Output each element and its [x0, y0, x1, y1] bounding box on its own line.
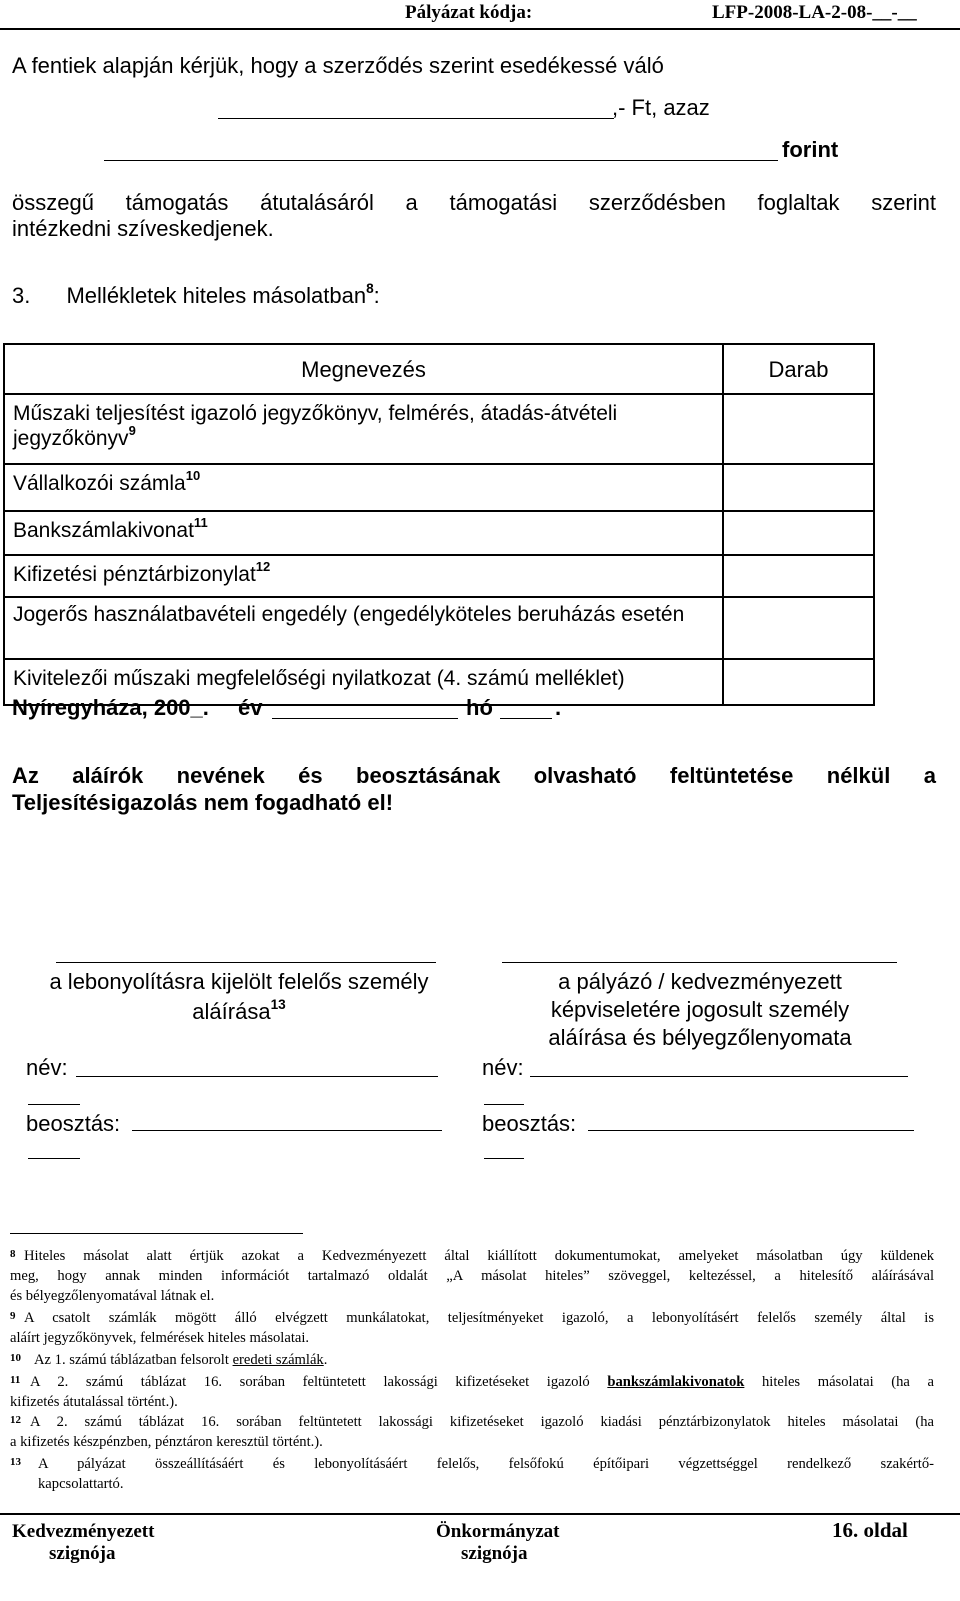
signature-right-name-label: név: [482, 1055, 524, 1080]
year-blank[interactable] [272, 718, 458, 719]
signature-left-line-1: a lebonyolításra kijelölt felelős személy [49, 969, 429, 994]
table-cell-count[interactable] [723, 597, 874, 659]
table-cell-count[interactable] [723, 555, 874, 597]
table-row [4, 511, 874, 555]
signature-left-name-blank[interactable] [76, 1076, 438, 1077]
signature-right-name-blank[interactable] [530, 1076, 908, 1077]
year-label: év [238, 695, 263, 720]
intro-line-5: intézkedni szíveskedjenek. [12, 216, 274, 241]
footer-beneficiary-initials: Kedvezményezett szignója [12, 1521, 155, 1564]
signature-left-position-blank[interactable] [132, 1130, 442, 1131]
amount-suffix: ,- Ft, azaz [612, 95, 710, 120]
table-row [4, 555, 874, 597]
footnote-10: 10 Az 1. számú táblázatban felsorolt eredeti számlák. [10, 1352, 328, 1368]
table-cell-name: Műszaki teljesítést igazoló jegyzőkönyv, felmérés, átadás-átvételi jegyzőkönyv$^9$ [4, 394, 723, 464]
table-cell-name: Bankszámlakivonat$^{11}$ [4, 511, 723, 555]
footer-municipality-initials: Önkormányzat szignója [436, 1521, 560, 1564]
footnote-11: 11 A 2. számú táblázat 16. sorában feltüntetett lakossági kifizetéseket igazoló bankszámlakivonatok hiteles másolatai (ha a kifizetés átutalással történt.). [10, 1374, 934, 1410]
section-title-text: Mellékletek hiteles másolatban [66, 283, 367, 308]
amount-words-blank [104, 160, 778, 161]
footnote-12: 12 A 2. számú táblázat 16. sorában feltüntetett lakossági kifizetéseket igazoló kiadási pénztárbizonylatok hiteles másolatai (ha a kifizetés készpénzben, pénztáron keresztül történt.). [10, 1414, 934, 1450]
signature-right-line-2: képviseletére jogosult személy [550, 997, 850, 1022]
footnote-8: 8 Hiteles másolat alatt értjük azokat a Kedvezményezett által kiállított dokumentumokat, amelyeket másolatban úgy küldenek meg, hogy annak minden információt tartalmazó oldalát „A másolat hiteles” szöveggel, keltezéssel, a hitelesítő aláírásával és bélyegzőlenyomatával látnak el. [10, 1248, 934, 1304]
application-code-value: LFP-2008-LA-2-08-__-__ [712, 2, 917, 23]
signature-right-role [470, 968, 930, 1051]
footnote-9: 9 A csatolt számlák mögött álló elvégzett munkálatokat, teljesítményeket igazoló, a lebonyolításért felelős személy által is aláírt jegyzőkönyvek, felmérések hiteles másolatai. [10, 1310, 934, 1346]
table-row [4, 464, 874, 511]
signature-left-name-label: név: [26, 1055, 68, 1080]
signature-right-name-blank-cont [484, 1104, 524, 1105]
column-header-count: Darab [723, 344, 874, 394]
section-title-footnote-ref: 8 [366, 280, 374, 296]
intro-line-4: összegű támogatás átutalásáról a támogatási szerződésben foglaltak szerint [12, 190, 936, 215]
header-rule [0, 28, 960, 30]
attachments-table [3, 343, 875, 706]
forint-label: forint [782, 137, 839, 162]
table-cell-count[interactable] [723, 511, 874, 555]
section-title-colon: : [373, 283, 380, 308]
month-blank[interactable] [500, 718, 552, 719]
signature-left-footnote-ref: 13 [270, 996, 286, 1012]
table-header-row [4, 344, 874, 394]
table-cell-name: Kifizetési pénztárbizonylat$^{12}$ [4, 555, 723, 597]
signature-right-position-blank[interactable] [588, 1130, 914, 1131]
amount-number-blank [218, 118, 614, 119]
footnote-13: 13 A pályázat összeállításáért és lebonyolításáért felelős, felsőfokú építőipari végzettséggel rendelkező szakértő- kapcsolattartó. [10, 1456, 934, 1492]
footnote-separator [10, 1233, 303, 1234]
table-row [4, 597, 874, 659]
table-cell-name: Vállalkozói számla$^{10}$ [4, 464, 723, 511]
intro-line-1: A fentiek alapján kérjük, hogy a szerződés szerint esedékessé váló [12, 53, 664, 78]
signature-right-position-label: beosztás: [482, 1111, 577, 1136]
table-cell-name: Jogerős használatbavételi engedély (engedélyköteles beruházás esetén [4, 597, 723, 659]
signature-left-position-blank-cont [28, 1158, 80, 1159]
date-end-dot: . [555, 695, 562, 720]
signature-line-right [502, 962, 897, 963]
warning-line-1: Az aláírók nevének és beosztásának olvasható feltüntetése nélkül a [12, 763, 936, 788]
place-city: Nyíregyháza, 200_. [12, 695, 209, 720]
table-cell-count[interactable] [723, 394, 874, 464]
signature-line-left [56, 962, 436, 963]
signature-right-line-1: a pályázó / kedvezményezett [558, 969, 842, 994]
table-cell-count[interactable] [723, 464, 874, 511]
section-title [12, 282, 380, 309]
signature-right-line-3: aláírása és bélyegzőlenyomata [548, 1025, 852, 1050]
table-row [4, 394, 874, 464]
footnotes [10, 1246, 934, 1496]
section-number: 3. [12, 283, 31, 308]
signature-left-position-label: beosztás: [26, 1111, 121, 1136]
month-label: hó [466, 695, 493, 720]
footer-rule [0, 1513, 960, 1515]
signature-left-role [24, 968, 454, 1025]
page-number: 16. oldal [832, 1518, 908, 1542]
table-cell-name: Kivitelezői műszaki megfelelőségi nyilatkozat (4. számú melléklet) [4, 659, 723, 705]
application-code-label: Pályázat kódja: [405, 2, 533, 23]
signature-right-position-blank-cont [484, 1158, 524, 1159]
warning-line-2: Teljesítésigazolás nem fogadható el! [12, 790, 394, 815]
column-header-name: Megnevezés [4, 344, 723, 394]
table-cell-count[interactable] [723, 659, 874, 705]
signature-left-line-2: aláírása [192, 999, 271, 1024]
signature-left-name-blank-cont [28, 1104, 80, 1105]
